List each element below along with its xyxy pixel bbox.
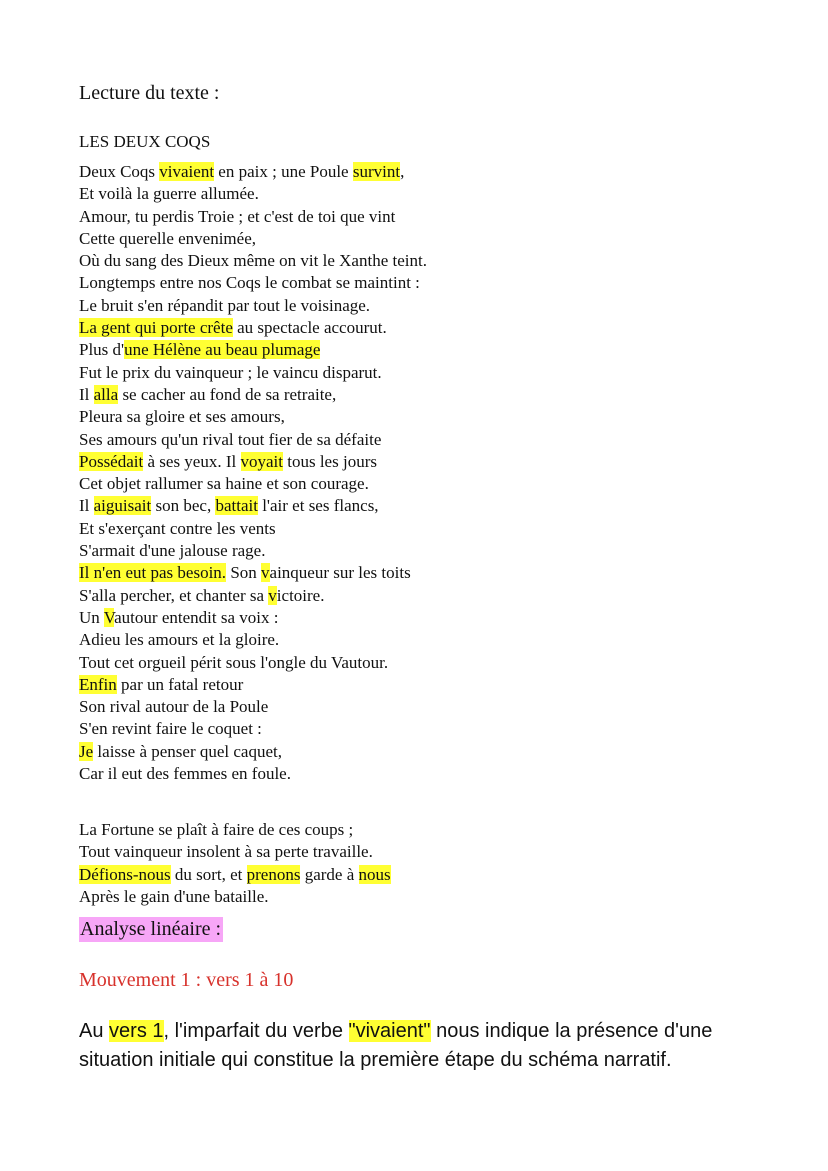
text-segment: Son rival autour de la Poule bbox=[79, 697, 269, 717]
poem-line bbox=[79, 161, 427, 183]
text-segment: autour entendit sa voix : bbox=[114, 607, 279, 627]
poem-line bbox=[79, 183, 427, 205]
text-segment: Amour, tu perdis Troie ; et c'est de toi que vint bbox=[79, 206, 396, 226]
poem-line bbox=[79, 518, 427, 540]
text-segment: Le bruit s'en répandit par tout le voisinage. bbox=[79, 295, 371, 315]
poem-line bbox=[79, 741, 427, 763]
analyse-heading-highlight: Analyse linéaire : bbox=[80, 918, 222, 940]
poem-title: LES DEUX COQS bbox=[79, 132, 211, 151]
highlighted-text: nous bbox=[358, 864, 391, 884]
text-segment: , bbox=[400, 162, 405, 181]
text-segment: laisse à penser quel caquet, bbox=[93, 741, 282, 761]
poem-moral bbox=[79, 819, 391, 908]
highlighted-text: v bbox=[261, 563, 270, 583]
poem-line bbox=[79, 763, 427, 785]
highlighted-text: vers 1 bbox=[109, 1020, 164, 1042]
text-segment: Pleura sa gloire et ses amours, bbox=[79, 407, 285, 427]
poem-line bbox=[79, 652, 427, 674]
poem-line bbox=[79, 696, 427, 718]
highlighted-text: Possédait bbox=[79, 451, 144, 471]
text-segment: Un bbox=[79, 607, 104, 627]
text-segment: Cette querelle envenimée, bbox=[79, 228, 256, 248]
highlighted-text: survint bbox=[352, 162, 401, 181]
highlighted-text: une Hélène au beau plumage bbox=[124, 340, 321, 360]
poem-line bbox=[79, 819, 391, 841]
text-segment: Tout cet orgueil périt sous l'ongle du Vautour. bbox=[79, 652, 389, 672]
text-segment: Ses amours qu'un rival tout fier de sa défaite bbox=[79, 429, 382, 449]
highlighted-text: vivaient bbox=[159, 162, 215, 181]
text-segment: Car il eut des femmes en foule. bbox=[79, 764, 291, 784]
text-segment: Il bbox=[79, 496, 94, 516]
poem-line bbox=[79, 886, 391, 908]
text-segment: en paix ; une Poule bbox=[214, 162, 353, 181]
text-segment: Après le gain d'une bataille. bbox=[79, 886, 269, 906]
highlighted-text: Défions-nous bbox=[79, 864, 171, 884]
text-segment: ictoire. bbox=[276, 585, 325, 605]
poem-line bbox=[79, 250, 427, 272]
text-segment: Adieu les amours et la gloire. bbox=[79, 630, 280, 650]
poem-line bbox=[79, 629, 427, 651]
highlighted-text: V bbox=[103, 607, 115, 627]
text-segment: Deux Coqs bbox=[79, 162, 160, 181]
poem-line bbox=[79, 228, 427, 250]
text-segment: Fut le prix du vainqueur ; le vaincu disparut. bbox=[79, 362, 382, 382]
text-segment: Longtemps entre nos Coqs le combat se maintint : bbox=[79, 273, 420, 293]
highlighted-text: Enfin bbox=[79, 674, 117, 694]
highlighted-text: aiguisait bbox=[93, 496, 152, 516]
text-segment: Au bbox=[79, 1020, 110, 1042]
analyse-heading bbox=[79, 915, 223, 943]
poem-line bbox=[79, 562, 427, 584]
poem-line bbox=[79, 272, 427, 294]
text-segment: du sort, et bbox=[170, 864, 247, 884]
text-segment: garde à bbox=[300, 864, 359, 884]
highlighted-text: voyait bbox=[240, 451, 283, 471]
text-segment: nous indique la présence d'une situation initiale qui constitue la première étape du schéma narratif. bbox=[79, 1020, 713, 1071]
poem-line bbox=[79, 607, 427, 629]
text-segment: se cacher au fond de sa retraite, bbox=[118, 384, 337, 404]
text-segment: à ses yeux. Il bbox=[143, 451, 241, 471]
text-segment: Plus d' bbox=[79, 340, 125, 360]
text-segment: ainqueur sur les toits bbox=[269, 563, 411, 583]
text-segment: S'armait d'une jalouse rage. bbox=[79, 541, 266, 561]
text-segment: Cet objet rallumer sa haine et son courage. bbox=[79, 474, 369, 494]
analysis-paragraph bbox=[79, 1017, 759, 1075]
poem-line bbox=[79, 495, 427, 517]
text-segment: S'alla percher, et chanter sa bbox=[79, 585, 269, 605]
text-segment: au spectacle accourut. bbox=[232, 318, 387, 338]
highlighted-text: prenons bbox=[246, 864, 301, 884]
poem-line bbox=[79, 674, 427, 696]
highlighted-text: Il n'en eut pas besoin. bbox=[79, 563, 227, 583]
poem-line bbox=[79, 206, 427, 228]
poem-line bbox=[79, 864, 391, 886]
poem-line bbox=[79, 540, 427, 562]
poem-line bbox=[79, 473, 427, 495]
poem-line bbox=[79, 317, 427, 339]
poem-line bbox=[79, 585, 427, 607]
text-segment: Où du sang des Dieux même on vit le Xanthe teint. bbox=[79, 251, 427, 271]
text-segment: l'air et ses flancs, bbox=[257, 496, 379, 516]
text-segment: son bec, bbox=[151, 496, 216, 516]
poem-line bbox=[79, 429, 427, 451]
text-segment: Et s'exerçant contre les vents bbox=[79, 518, 276, 538]
poem-line bbox=[79, 406, 427, 428]
text-segment: Son bbox=[226, 563, 262, 583]
text-segment: S'en revint faire le coquet : bbox=[79, 719, 262, 739]
poem-line bbox=[79, 451, 427, 473]
text-segment: Il bbox=[79, 384, 94, 404]
text-segment: Tout vainqueur insolent à sa perte travaille. bbox=[79, 842, 373, 862]
poem-line bbox=[79, 295, 427, 317]
highlighted-text: battait bbox=[215, 496, 258, 516]
highlighted-text: v bbox=[268, 585, 277, 605]
text-segment: La Fortune se plaît à faire de ces coups ; bbox=[79, 820, 354, 839]
poem-stanza bbox=[79, 161, 427, 785]
poem-line bbox=[79, 841, 391, 863]
lecture-heading: Lecture du texte : bbox=[79, 82, 220, 104]
poem-line bbox=[79, 339, 427, 361]
highlighted-text: "vivaient" bbox=[348, 1020, 431, 1042]
poem-line bbox=[79, 384, 427, 406]
text-segment: Et voilà la guerre allumée. bbox=[79, 184, 259, 204]
text-segment: , l'imparfait du verbe bbox=[163, 1020, 349, 1042]
highlighted-text: alla bbox=[93, 384, 119, 404]
highlighted-text: Je bbox=[79, 741, 94, 761]
text-segment: par un fatal retour bbox=[116, 674, 244, 694]
poem-line bbox=[79, 362, 427, 384]
highlighted-text: La gent qui porte crête bbox=[79, 318, 233, 338]
poem-line bbox=[79, 718, 427, 740]
text-segment: tous les jours bbox=[283, 451, 377, 471]
mouvement-heading: Mouvement 1 : vers 1 à 10 bbox=[79, 969, 294, 991]
